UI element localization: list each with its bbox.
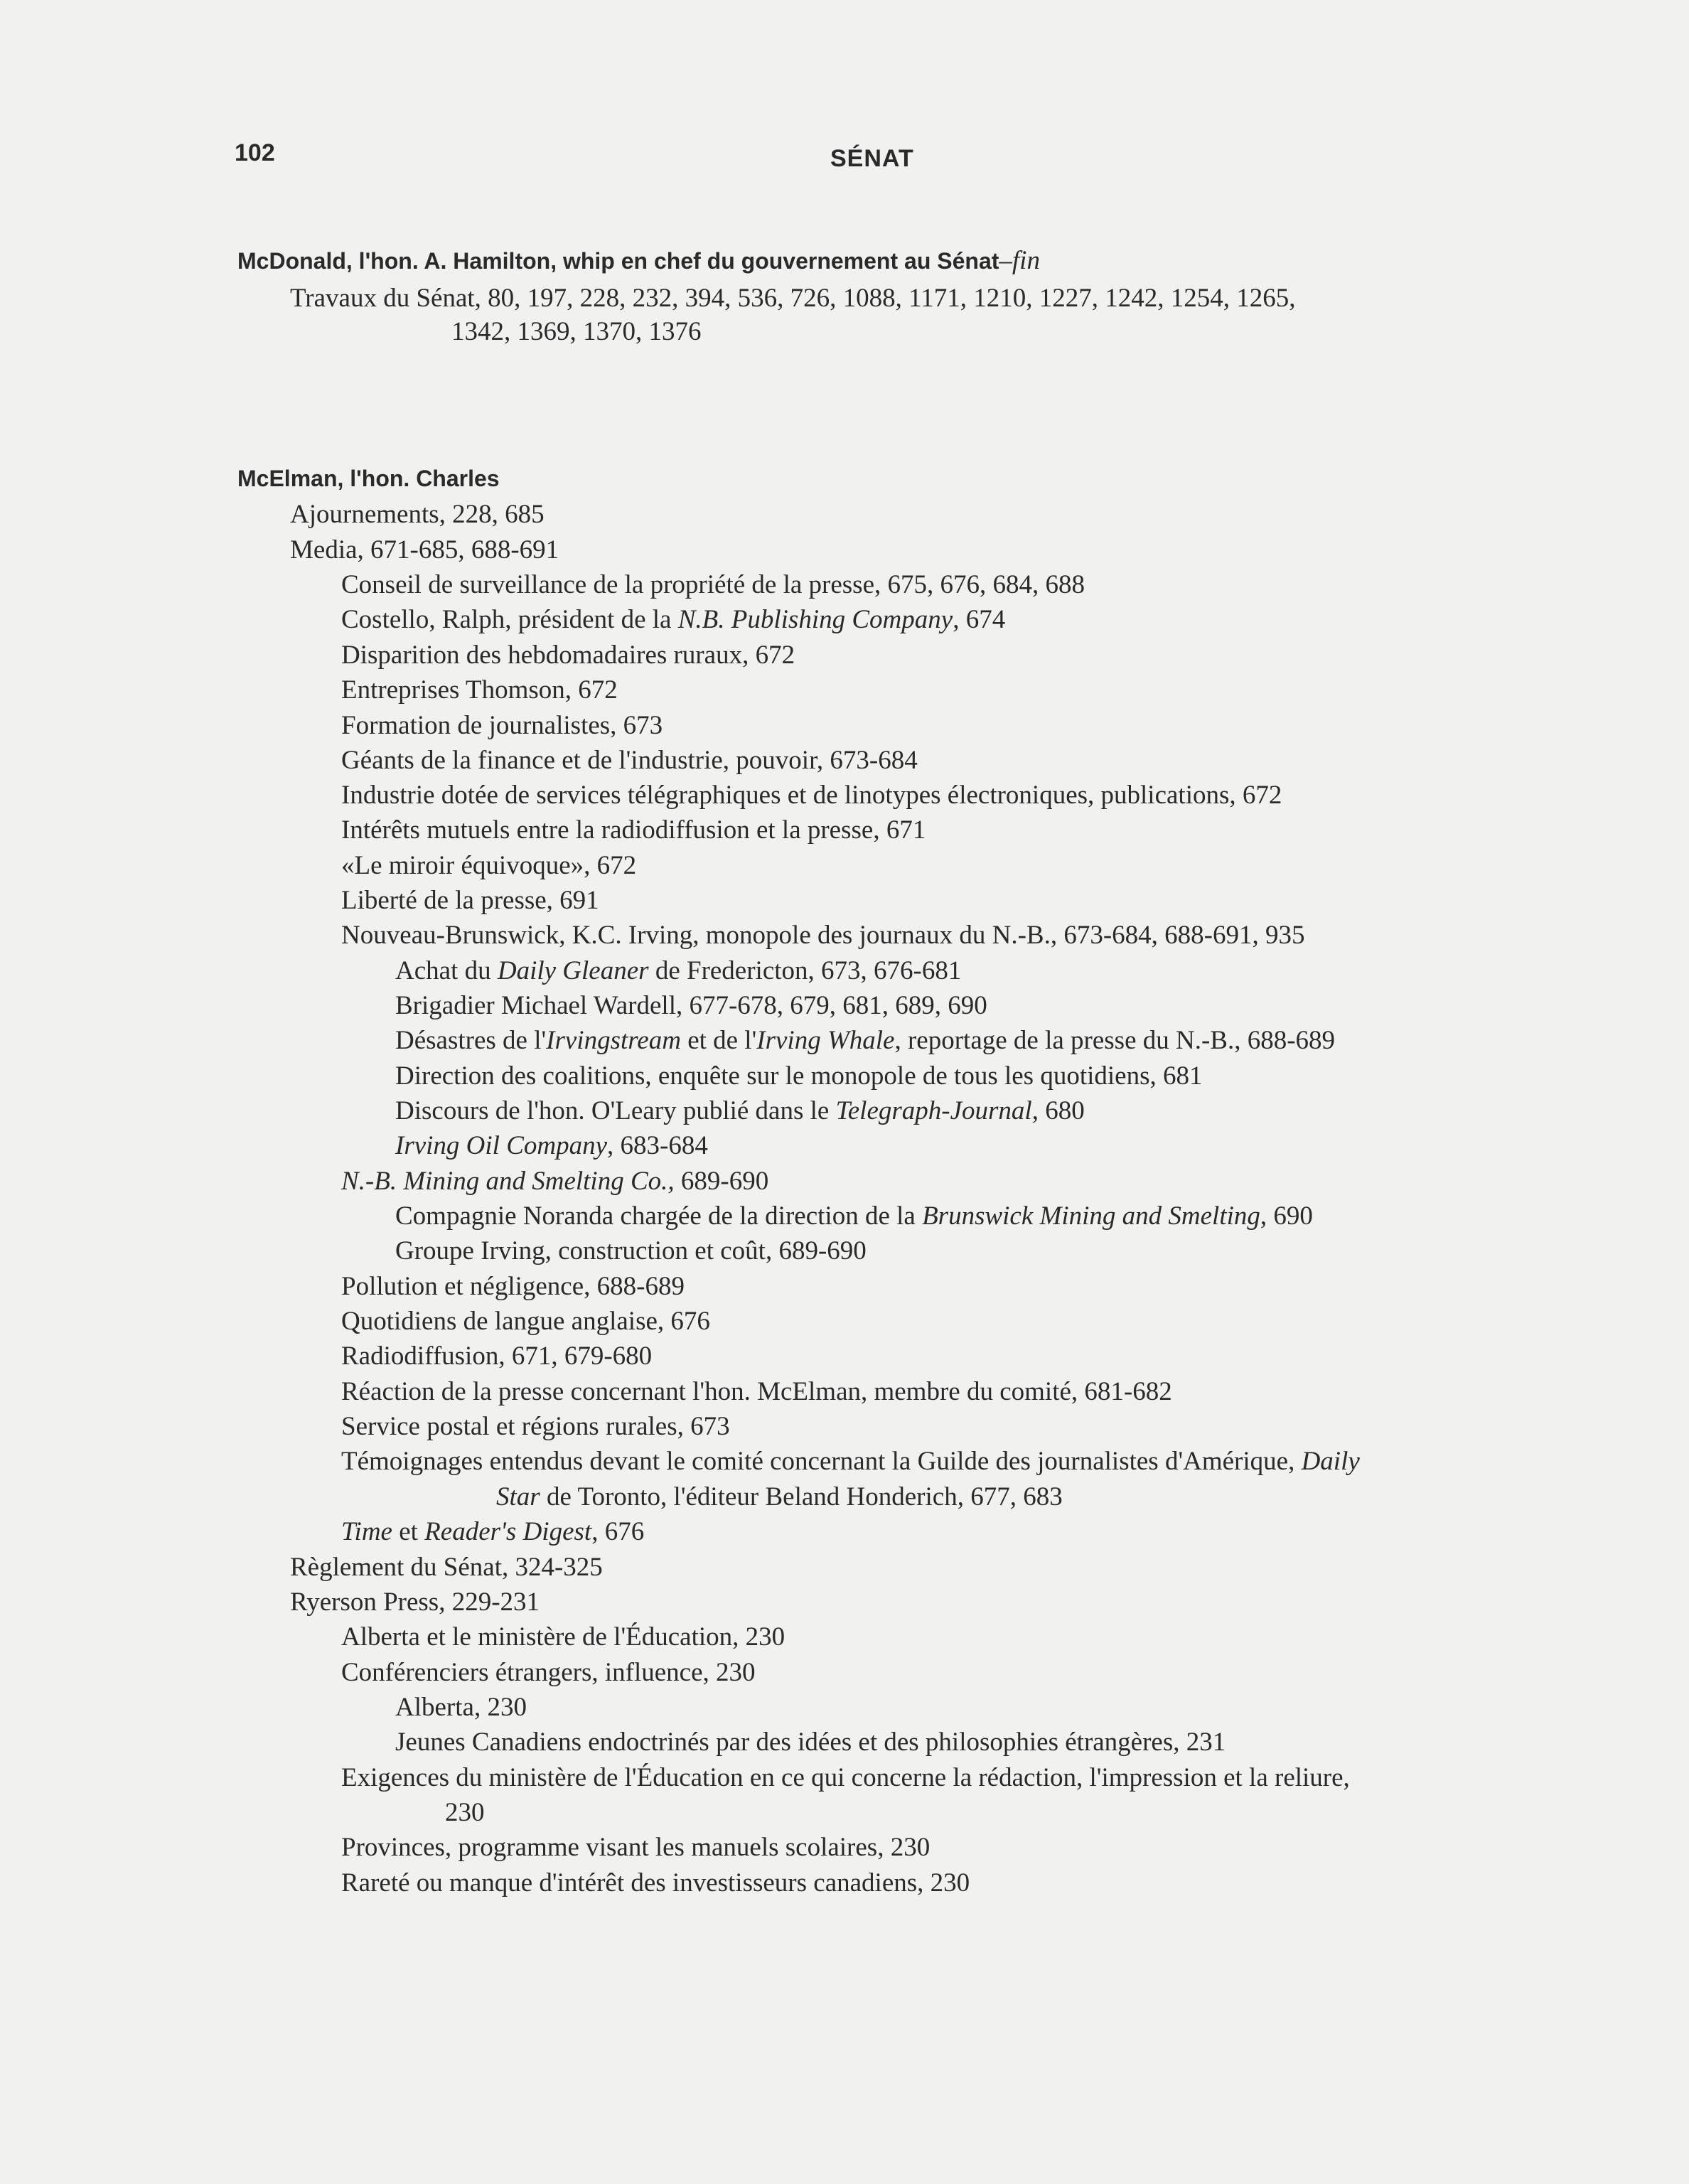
index-line: 1342, 1369, 1370, 1376 (451, 317, 702, 346)
index-line: Travaux du Sénat, 80, 197, 228, 232, 394, 536, 726, 1088, 1171, 1210, 1227, 1242, 1254, 1265, (290, 284, 1296, 313)
index-line: Discours de l'hon. O'Leary publié dans le Telegraph-Journal, 680 (395, 1096, 1085, 1125)
index-line: Conseil de surveillance de la propriété de la presse, 675, 676, 684, 688 (341, 570, 1085, 599)
index-line: Conférenciers étrangers, influence, 230 (341, 1658, 756, 1687)
index-line: Alberta, 230 (395, 1693, 527, 1722)
index-line: Ryerson Press, 229-231 (290, 1588, 540, 1617)
entry-heading: McElman, l'hon. Charles (237, 466, 500, 491)
index-line: Pollution et négligence, 688-689 (341, 1272, 685, 1301)
index-line: Nouveau-Brunswick, K.C. Irving, monopole des journaux du N.-B., 673-684, 688-691, 935 (341, 921, 1305, 950)
index-line: 230 (445, 1798, 485, 1827)
index-line: N.-B. Mining and Smelting Co., 689-690 (341, 1167, 769, 1196)
index-line: Achat du Daily Gleaner de Fredericton, 673, 676-681 (395, 956, 962, 985)
index-line: Intérêts mutuels entre la radiodiffusion et la presse, 671 (341, 815, 926, 845)
index-line: Jeunes Canadiens endoctrinés par des idées et des philosophies étrangères, 231 (395, 1728, 1226, 1757)
index-line: Brigadier Michael Wardell, 677-678, 679, 681, 689, 690 (395, 991, 987, 1020)
index-line: Provinces, programme visant les manuels scolaires, 230 (341, 1833, 931, 1862)
index-line: Time et Reader's Digest, 676 (341, 1517, 645, 1546)
index-line: Rareté ou manque d'intérêt des investisseurs canadiens, 230 (341, 1868, 970, 1897)
index-line: Alberta et le ministère de l'Éducation, 230 (341, 1622, 785, 1652)
index-line: Formation de journalistes, 673 (341, 711, 663, 740)
index-line: Désastres de l'Irvingstream et de l'Irving Whale, reportage de la presse du N.-B., 688-689 (395, 1026, 1336, 1055)
index-line: Radiodiffusion, 671, 679-680 (341, 1342, 653, 1371)
index-line: Direction des coalitions, enquête sur le monopole de tous les quotidiens, 681 (395, 1061, 1203, 1091)
index-line: Règlement du Sénat, 324-325 (290, 1553, 603, 1582)
index-line: Service postal et régions rurales, 673 (341, 1412, 730, 1441)
index-line: Géants de la finance et de l'industrie, pouvoir, 673-684 (341, 746, 918, 775)
index-line: «Le miroir équivoque», 672 (341, 851, 637, 880)
index-line: Quotidiens de langue anglaise, 676 (341, 1307, 710, 1336)
index-line: Media, 671-685, 688-691 (290, 535, 559, 564)
index-line: Disparition des hebdomadaires ruraux, 672 (341, 641, 795, 670)
index-line: Star de Toronto, l'éditeur Beland Honderich, 677, 683 (496, 1482, 1063, 1511)
index-line: Industrie dotée de services télégraphiques et de linotypes électroniques, publications, 672 (341, 781, 1282, 810)
index-line: Ajournements, 228, 685 (290, 500, 545, 529)
index-line: Réaction de la presse concernant l'hon. McElman, membre du comité, 681-682 (341, 1377, 1172, 1406)
running-head: SÉNAT (830, 145, 914, 172)
entry-heading: McDonald, l'hon. A. Hamilton, whip en chef du gouvernement au Sénat–fin (237, 246, 1040, 275)
index-line: Témoignages entendus devant le comité concernant la Guilde des journalistes d'Amérique, Daily (341, 1447, 1360, 1476)
index-line: Groupe Irving, construction et coût, 689-690 (395, 1236, 867, 1265)
index-line: Compagnie Noranda chargée de la direction de la Brunswick Mining and Smelting, 690 (395, 1201, 1313, 1231)
index-line: Entreprises Thomson, 672 (341, 675, 618, 705)
page-number: 102 (235, 139, 275, 166)
index-line: Exigences du ministère de l'Éducation en ce qui concerne la rédaction, l'impression et la reliure, (341, 1763, 1350, 1792)
index-line: Liberté de la presse, 691 (341, 886, 599, 915)
index-line: Irving Oil Company, 683-684 (395, 1131, 708, 1160)
index-line: Costello, Ralph, président de la N.B. Publishing Company, 674 (341, 605, 1006, 634)
